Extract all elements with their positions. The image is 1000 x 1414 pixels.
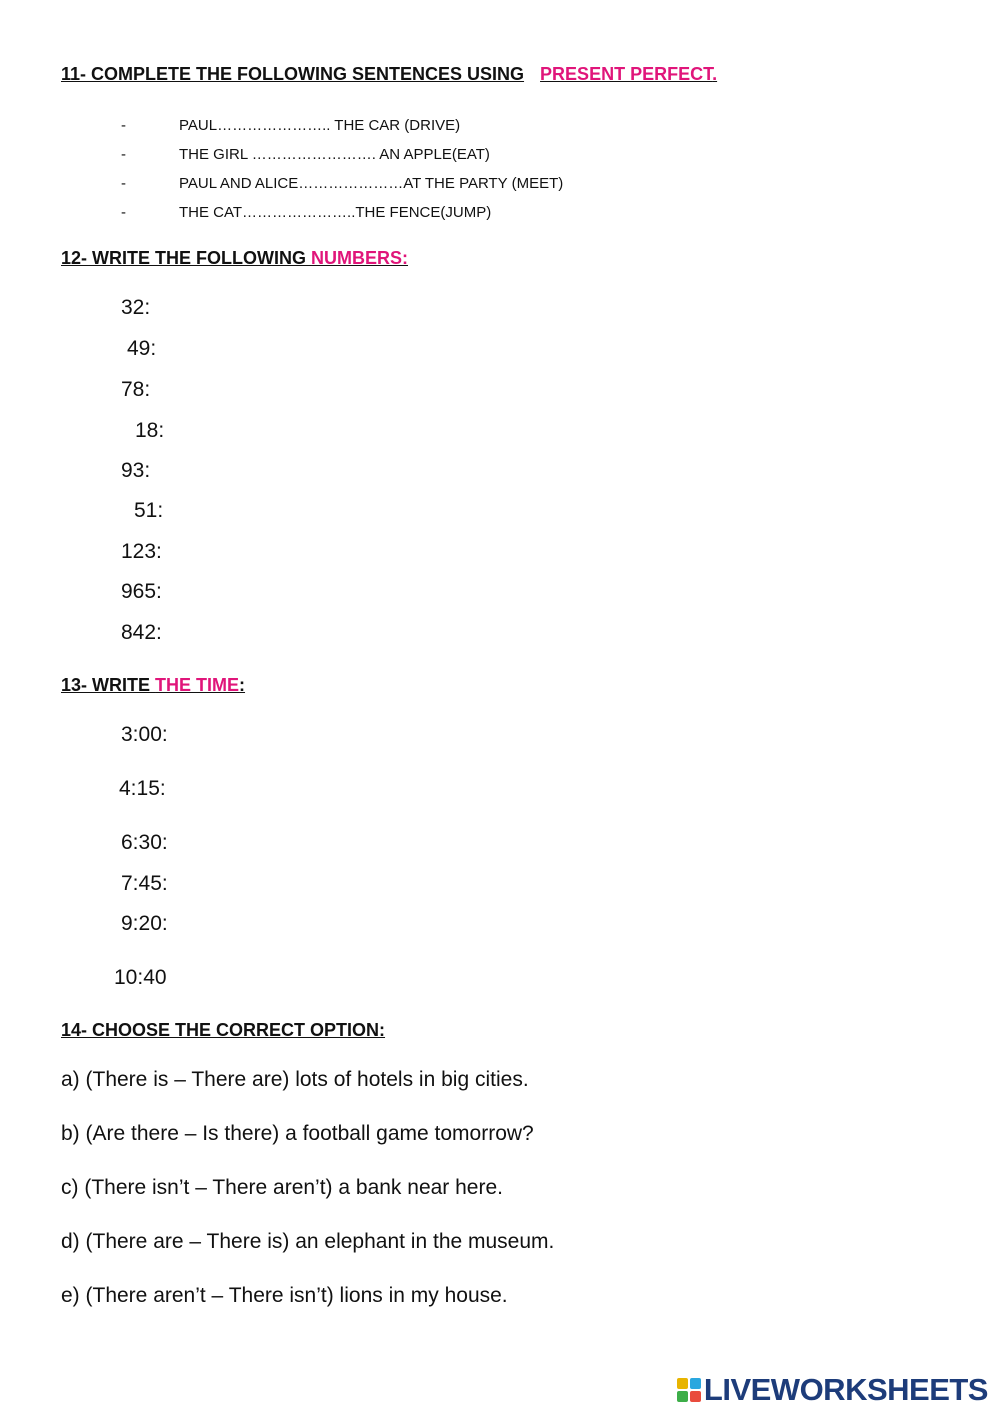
logo-square-yellow: [677, 1378, 688, 1389]
bullet-dash: -: [121, 204, 126, 221]
section-11-title: [61, 64, 717, 85]
liveworksheets-icon: [677, 1378, 701, 1402]
logo-square-green: [677, 1391, 688, 1402]
section-11-title-prefix: 11- COMPLETE THE FOLLOWING SENTENCES USING: [61, 64, 525, 84]
sentence-text: THE GIRL ……………………. AN APPLE(EAT): [179, 146, 490, 163]
logo-square-red: [690, 1391, 701, 1402]
list-item: [0, 117, 1000, 137]
section-12-title-prefix: 12- WRITE THE FOLLOWING: [61, 248, 306, 268]
option-sentence: b) (Are there – Is there) a football game tomorrow?: [61, 1122, 534, 1145]
sentence-text: THE CAT…………………..THE FENCE(JUMP): [179, 204, 492, 221]
liveworksheets-logo: [677, 1372, 988, 1408]
time-item: 3:00:: [121, 723, 168, 746]
bullet-dash: -: [121, 146, 126, 163]
number-item: 123:: [121, 540, 162, 563]
list-item: [0, 204, 1000, 224]
time-item: 4:15:: [119, 777, 166, 800]
section-11-title-highlight: PRESENT PERFECT: [540, 64, 713, 84]
time-item: 9:20:: [121, 912, 168, 935]
number-item: 51:: [134, 499, 164, 522]
section-13-title: [61, 675, 245, 696]
number-item: 49:: [127, 337, 157, 360]
sentence-text: PAUL AND ALICE…………………AT THE PARTY (MEET): [179, 175, 564, 192]
section-13-title-highlight: THE TIME: [155, 675, 240, 695]
section-11-title-suffix: .: [712, 64, 718, 84]
number-item: 93:: [121, 459, 151, 482]
logo-wordmark: LIVEWORKSHEETS: [703, 1372, 988, 1407]
list-item: [0, 175, 1000, 195]
section-12-title: [61, 248, 408, 269]
number-item: 18:: [135, 419, 165, 442]
number-item: 842:: [121, 621, 162, 644]
number-item: 78:: [121, 378, 151, 401]
bullet-dash: -: [121, 117, 126, 134]
time-item: 7:45:: [121, 872, 168, 895]
bullet-dash: -: [121, 175, 126, 192]
option-sentence: d) (There are – There is) an elephant in the museum.: [61, 1230, 555, 1253]
time-item: 10:40: [114, 966, 167, 989]
sentence-text: PAUL………………….. THE CAR (DRIVE): [179, 117, 461, 134]
section-14-title: 14- CHOOSE THE CORRECT OPTION:: [61, 1020, 386, 1040]
option-sentence: c) (There isn’t – There aren’t) a bank near here.: [61, 1176, 503, 1199]
logo-square-blue: [690, 1378, 701, 1389]
number-item: 32:: [121, 296, 151, 319]
time-item: 6:30:: [121, 831, 168, 854]
section-13-title-prefix: 13- WRITE: [61, 675, 151, 695]
list-item: [0, 146, 1000, 166]
option-sentence: a) (There is – There are) lots of hotels in big cities.: [61, 1068, 529, 1091]
option-sentence: e) (There aren’t – There isn’t) lions in my house.: [61, 1284, 508, 1307]
number-item: 965:: [121, 580, 162, 603]
section-13-title-suffix: :: [239, 675, 246, 695]
section-12-title-highlight: NUMBERS:: [311, 248, 409, 268]
